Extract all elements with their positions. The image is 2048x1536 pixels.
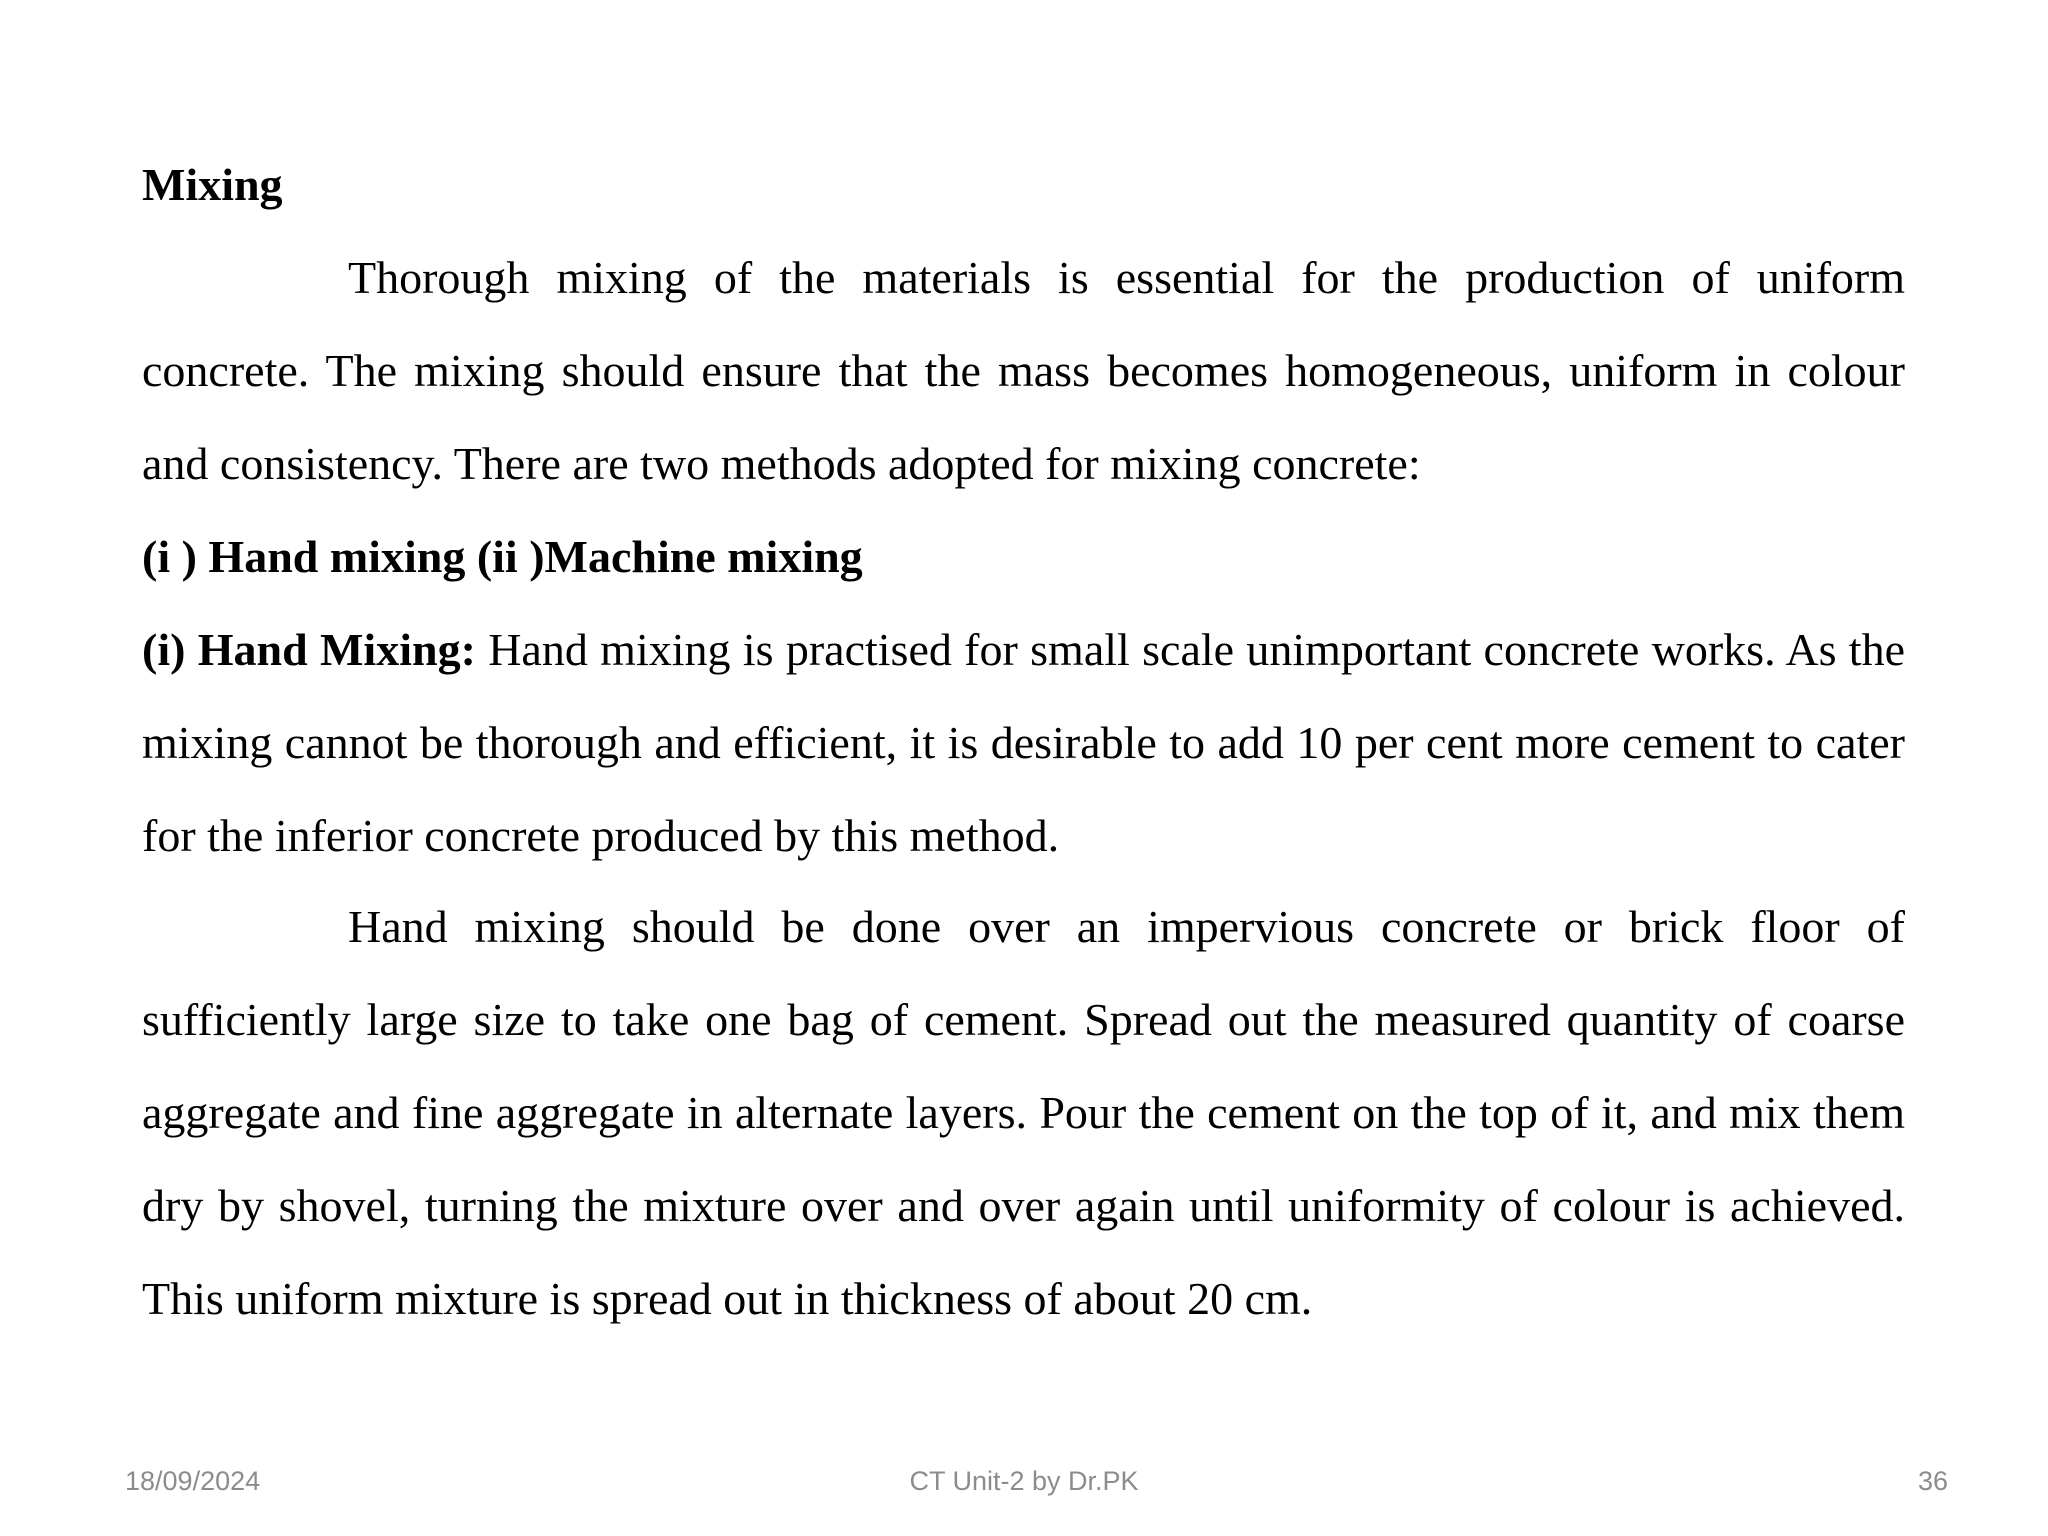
intro-paragraph: Thorough mixing of the materials is essential for the production of uniform concrete. The mixing should ensure that the mass becomes homogeneous, uniform in colour and consistency. There are two methods adopted for mixing concrete: <box>142 252 1905 489</box>
hand-mixing-paragraph <box>142 603 1905 882</box>
footer-title: CT Unit-2 by Dr.PK <box>909 1466 1139 1496</box>
page-number: 36 <box>1917 1466 1948 1496</box>
footer-date: 18/09/2024 <box>125 1466 261 1496</box>
text-block-procedure <box>142 880 1905 1345</box>
methods-line: (i ) Hand mixing (ii )Machine mixing <box>142 531 863 582</box>
section-heading: Mixing <box>142 159 283 210</box>
procedure-paragraph: Hand mixing should be done over an impervious concrete or brick floor of sufficiently large size to take one bag of cement. Spread out the measured quantity of coarse aggregate and fine aggregate in alternate layers. Pour the cement on the top of it, and mix them dry by shovel, turning the mixture over and over again until uniformity of colour is achieved. This uniform mixture is spread out in thickness of about 20 cm. <box>142 901 1905 1324</box>
text-block-intro <box>142 138 1905 882</box>
hand-mixing-label: (i) Hand Mixing: <box>142 624 476 675</box>
hand-mixing-text: Hand mixing is practised for small scale unimportant concrete works. As the mixing cannot be thorough and efficient, it is desirable to add 10 per cent more cement to cater for the inferior concrete produced by this method. <box>142 624 1905 861</box>
